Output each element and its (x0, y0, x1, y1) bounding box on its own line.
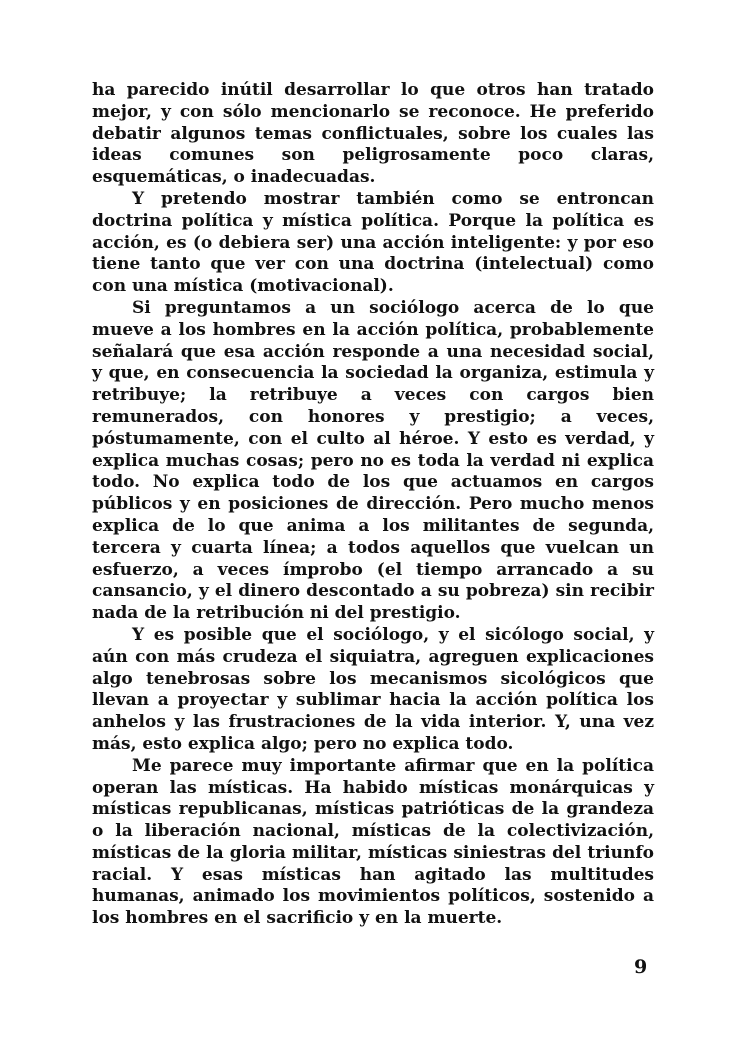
page-number: 9 (634, 956, 648, 978)
paragraph-sicologo: Y es posible que el sociólogo, y el sicólogo social, y aún con más crudeza el siquiatra, agreguen explicaciones algo tenebrosas sobre los mecanismos sicológicos que llevan a proyectar y sublimar hacia la acción política los anhelos y las frustraciones de la vida interior. Y, una vez más, esto explica algo; pero no explica todo. (92, 624, 654, 754)
paragraph-doctrina-mistica: Y pretendo mostrar también como se entroncan doctrina política y mística política. Porque la política es acción, es (o debiera ser) una acción inteligente: y por eso tiene tanto que ver con una doctrina (intelectual) como con una mística (motivacional). (92, 188, 654, 297)
paragraph-misticas: Me parece muy importante afirmar que en la política operan las místicas. Ha habido místicas monárquicas y místicas republicanas, místicas patrióticas de la grandeza o la liberación nacional, místicas de la colectivización, místicas de la gloria militar, místicas siniestras del triunfo racial. Y esas místicas han agitado las multitudes humanas, animado los movimientos políticos, sostenido a los hombres en el sacrificio y en la muerte. (92, 755, 654, 929)
paragraph-sociologo: Si preguntamos a un sociólogo acerca de lo que mueve a los hombres en la acción política, probablemente señalará que esa acción responde a una necesidad social, y que, en consecuencia la sociedad la organiza, estimula y retribuye; la retribuye a veces con cargos bien remunerados, con honores y prestigio; a veces, póstumamente, con el culto al héroe. Y esto es verdad, y explica muchas cosas; pero no es toda la verdad ni explica todo. No explica todo de los que actuamos en cargos públicos y en posiciones de dirección. Pero mucho menos explica de lo que anima a los militantes de segunda, tercera y cuarta línea; a todos aquellos que vuelcan un esfuerzo, a veces ímprobo (el tiempo arrancado a su cansancio, y el dinero descontado a su pobreza) sin recibir nada de la retribución ni del prestigio. (92, 297, 654, 624)
paragraph-continuation: ha parecido inútil desarrollar lo que otros han tratado mejor, y con sólo mencionarlo se reconoce. He preferido debatir algunos temas conflictuales, sobre los cuales las ideas comunes son peligrosamente poco claras, esquemáticas, o inadecuadas. (92, 80, 654, 188)
page-body (92, 80, 654, 930)
